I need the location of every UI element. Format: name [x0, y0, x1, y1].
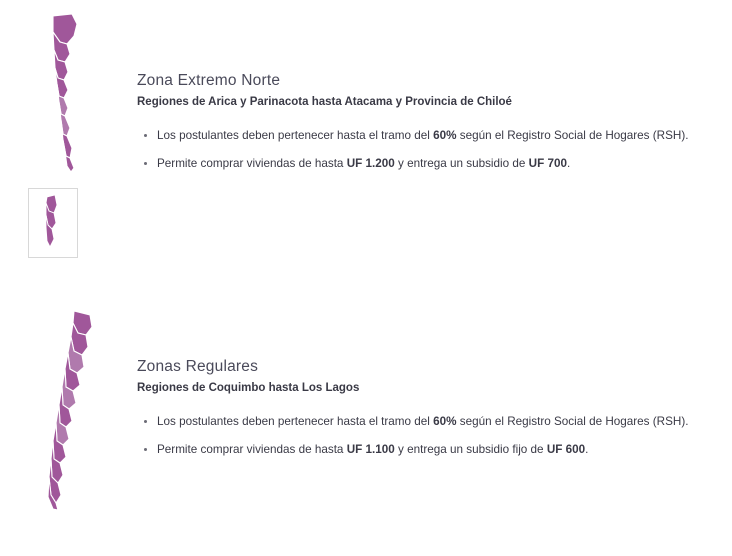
map-container-zonas-regulares: [20, 305, 130, 515]
list-item: Permite comprar viviendas de hasta UF 1.100 y entrega un subsidio fijo de UF 600.: [137, 442, 717, 459]
zone-text-extremo-norte: [137, 72, 717, 183]
mapa-inset-chiloe-icon: [29, 189, 77, 257]
zone-subtitle: Regiones de Coquimbo hasta Los Lagos: [137, 381, 360, 394]
map-container-extremo-norte: [20, 10, 130, 175]
zone-text-zonas-regulares: [137, 358, 717, 469]
zone-section-zonas-regulares: [0, 280, 732, 556]
mapa-inset-chiloe: [28, 188, 78, 258]
list-item: Los postulantes deben pertenecer hasta el tramo del 60% según el Registro Social de Hogares (RSH).: [137, 414, 717, 431]
zone-bullet-list: [137, 128, 717, 173]
zone-bullet-list: [137, 414, 717, 459]
mapa-chile-zonas-regulares-icon: [20, 305, 130, 515]
list-item: Los postulantes deben pertenecer hasta el tramo del 60% según el Registro Social de Hogares (RSH).: [137, 128, 717, 145]
list-item: Permite comprar viviendas de hasta UF 1.200 y entrega un subsidio de UF 700.: [137, 156, 717, 173]
zone-subtitle: Regiones de Arica y Parinacota hasta Atacama y Provincia de Chiloé: [137, 95, 512, 108]
mapa-chile-extremo-norte-icon: [20, 10, 130, 175]
zone-title: Zonas Regulares: [137, 358, 259, 375]
zone-title: Zona Extremo Norte: [137, 72, 281, 89]
